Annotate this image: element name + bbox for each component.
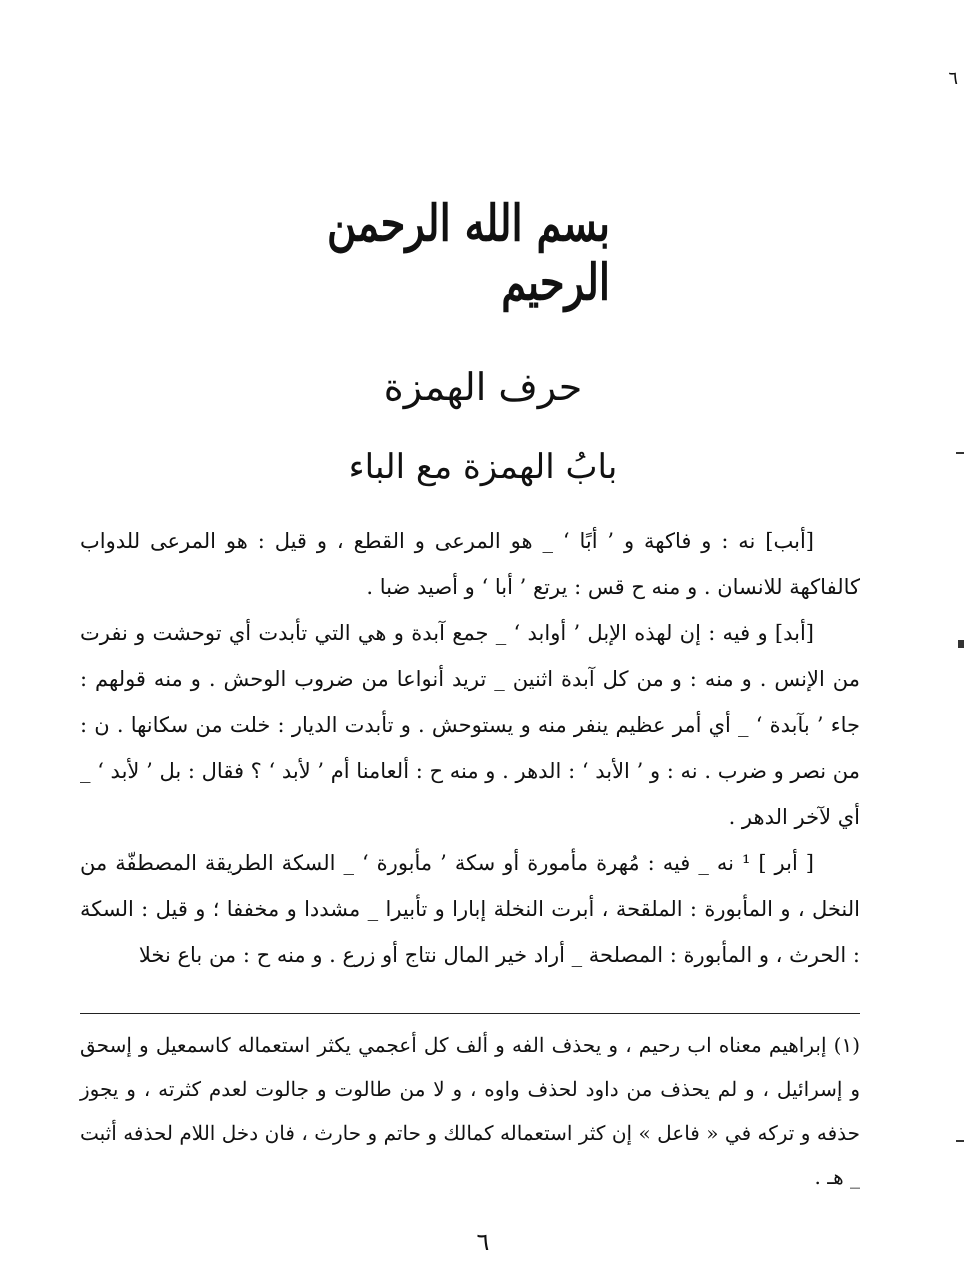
corner-mark: ٦ (948, 68, 958, 89)
edge-mark (956, 1140, 964, 1142)
footnote-divider (80, 1013, 860, 1014)
basmala-calligraphy (320, 193, 610, 312)
page-number: ٦ (476, 1228, 490, 1256)
basmala-text: بسم الله الرحمن الرحيم (327, 193, 610, 312)
footnote (80, 1023, 860, 1199)
edge-mark (956, 452, 964, 454)
footnote-text: (١) إبراهيم معناه اب رحيم ، و يحذف الفه و ألف كل أعجمي يكثر استعماله كاسمعيل و إسحق و إسرائيل ، و لم يحذف من داود لحذف واوه ، و لا من طالوت و جالوت لعدم كثرته ، و يجوز حذفه و تركه في « فاعل » إن كثر استعماله كمالك و حاتم و حارث ، فان دخل اللام لحذفه أثبت _ هـ . (80, 1033, 860, 1189)
entry-paragraph: [أبد] و فيه : إن لهذه الإبل ’ أوابد ‘ _ جمع آبدة و هي التي تأبدت أي توحشت و نفرت من الإنس . و منه : و من كل آبدة اثنين _ تريد أنواعا من ضروب الوحش . و منه قولهم : جاء ’ بآبدة ‘ _ أي أمر عظيم ينفر منه و يستوحش . و تأبدت الديار : خلت من سكانها . ن : من نصر و ضرب . نه : و ’ الأبد ‘ : الدهر . و منه ح : ألعامنا أم ’ لأبد ‘ ؟ فقال : بل ’ لأبد ‘ _ أي لآخر الدهر . (80, 621, 860, 829)
entry-paragraph: [ أبر ] ¹ نه _ فيه : مُهرة مأمورة أو سكة ’ مأبورة ‘ _ السكة الطريقة المصطفّة من النخل ، و المأبورة : الملقحة ، أبرت النخلة إبارا و تأبيرا _ مشددا و مخففا ؛ و قيل : السكة : الحرث ، و المأبورة : المصلحة _ أراد خير المال نتاج أو زرع . و منه ح : من باع نخلا (80, 851, 860, 967)
main-text (80, 518, 860, 978)
section-heading: بابُ الهمزة مع الباء (348, 447, 618, 487)
chapter-heading: حرف الهمزة (383, 365, 583, 409)
edge-mark (958, 640, 964, 648)
entry-paragraph: [أبب] نه : و فاكهة و ’ أبًا ‘ _ هو المرعى و القطع ، و قيل : هو المرعى للدواب كالفاكهة للانسان . و منه ح قس : يرتع ’ أبا ‘ و أصيد ضبا . (80, 529, 860, 599)
